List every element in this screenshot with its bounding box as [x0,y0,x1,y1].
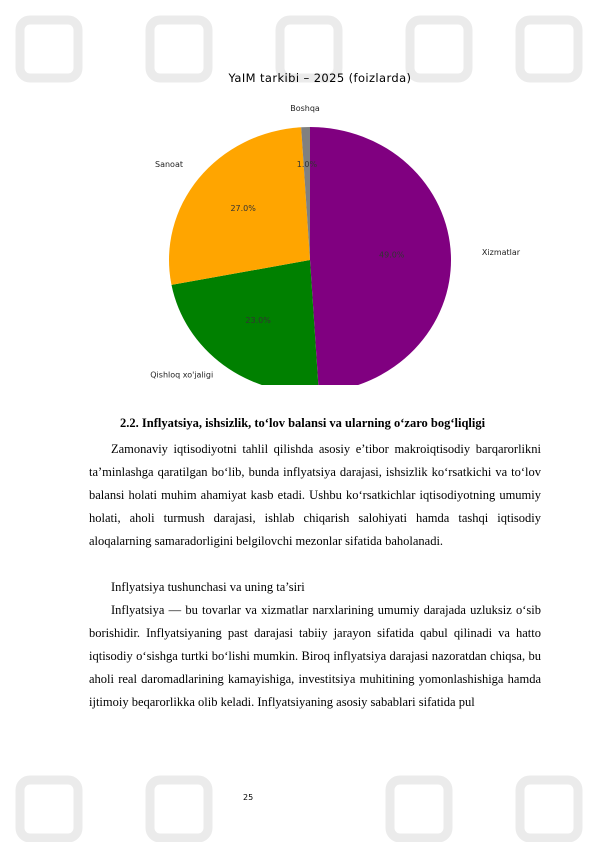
section-heading: 2.2. Inflyatsiya, ishsizlik, to‘lov balansi va ularning o‘zaro bog‘liqligi [120,416,486,430]
slice-percent-label: 49.0% [379,250,405,260]
slice-name-label: Boshqa [290,104,320,114]
slice-name-label: Xizmatlar [481,247,521,257]
slice-percent-label: 27.0% [230,204,256,214]
page-number: 25 [243,793,254,802]
slice-name-label: Sanoat [155,160,183,170]
paragraph-inflation: Inflyatsiya — bu tovarlar va xizmatlar narxlarining umumiy darajada uzluksiz o‘sib borishidir. Inflyatsiyaning past darajasi tabiiy jarayon sifatida qabul qilinadi va hatto iqtisodiy o‘sishga turtki bo‘lishi mumkin. Biroq inflyatsiya darajasi nazoratdan chiqsa, bu aholi real daromadlarining kamayishiga, investitsiya muhitining yomonlashishiga hamda ijtimoiy beqarorlikka olib keladi. Inflyatsiyaning asosiy sabablari sifatida pul [89,603,541,709]
subheading: Inflyatsiya tushunchasi va uning ta’siri [111,580,305,594]
pie-svg [110,65,530,385]
slice-name-label: Qishloq xo'jaligi [150,370,214,380]
pie-chart [110,65,530,385]
chart-title: YaIM tarkibi – 2025 (foizlarda) [228,71,412,85]
paragraph-intro: Zamonaviy iqtisodiyotni tahlil qilishda asosiy e’tibor makroiqtisodiy barqarorlikni ta’minlashga qaratilgan bo‘lib, bunda inflyatsiya darajasi, ishsizlik ko‘rsatkichi va to‘lov balansi holati muhim ahamiyat kasb etadi. Ushbu ko‘rsatkichlar iqtisodiyotning umumiy holati, aholi turmush darajasi, ishlab chiqarish salohiyati hamda tashqi iqtisodiy aloqalarning samaradorligini belgilovchi mezonlar sifatida baholanadi. [89,442,541,548]
slice-percent-label: 23.0% [245,316,271,326]
slice-percent-label: 1.0% [296,159,318,169]
